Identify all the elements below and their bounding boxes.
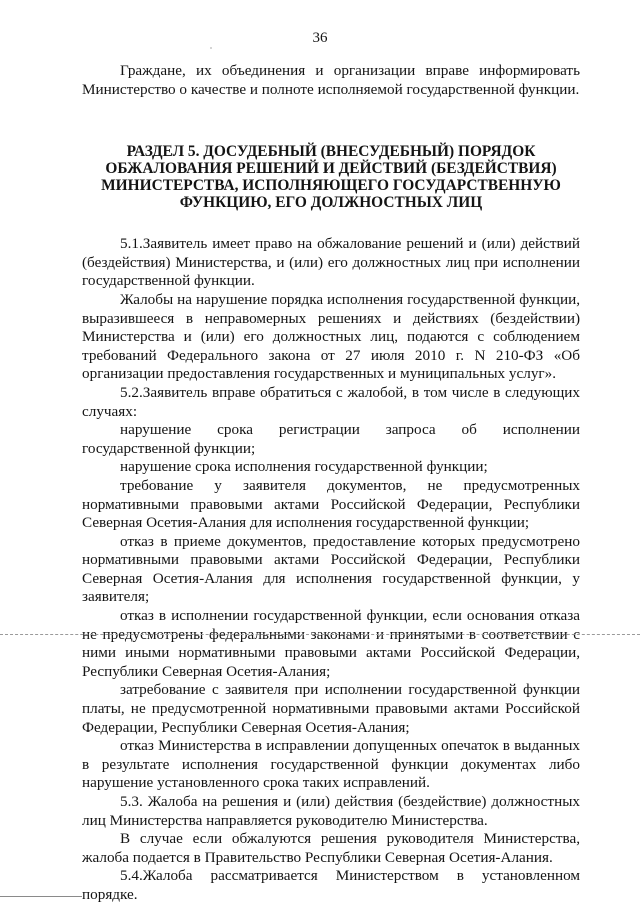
- scan-fold-line: [0, 634, 640, 635]
- footer-rule: [0, 896, 82, 897]
- document-body: [82, 62, 580, 905]
- case-item: отказ в приеме документов, предоставление которых предусмотрено нормативными правовыми актами Российской Федерации, Республики Северная Осетия-Алания для исполнения государственной функции, у заявителя;: [82, 532, 580, 606]
- paragraph-complaints: Жалобы на нарушение порядка исполнения государственной функции, выразившееся в неправомерных решениях и действиях (бездействии) Министерства и (или) его должностных лиц, подаются с соблюдением требований Федерального закона от 27 июля 2010 г. N 210-ФЗ «Об организации предоставления государственных и муниципальных услуг».: [82, 290, 580, 383]
- section-heading: РАЗДЕЛ 5. ДОСУДЕБНЫЙ (ВНЕСУДЕБНЫЙ) ПОРЯДОК ОБЖАЛОВАНИЯ РЕШЕНИЙ И ДЕЙСТВИЙ (БЕЗДЕЙСТВИЯ) МИНИСТЕРСТВА, ИСПОЛНЯЮЩЕГО ГОСУДАРСТВЕННУЮ ФУНКЦИЮ, ЕГО ДОЛЖНОСТНЫХ ЛИЦ: [101, 143, 561, 212]
- case-item: затребование с заявителя при исполнении государственной функции платы, не предусмотренной нормативными правовыми актами Российской Федерации, Республики Северная Осетия-Алания;: [82, 681, 580, 736]
- case-item: отказ Министерства в исправлении допущенных опечаток в выданных в результате исполнения государственной функции документах либо нарушение установленного срока таких исправлений.: [82, 737, 580, 792]
- case-item: требование у заявителя документов, не предусмотренных нормативными правовыми актами Российской Федерации, Республики Северная Осетия-Алания для исполнения государственной функции;: [82, 476, 580, 532]
- paragraph-5-3: 5.3. Жалоба на решения и (или) действия (бездействие) должностных лиц Министерства направляется руководителю Министерства.: [82, 793, 580, 829]
- paragraph-5-2: 5.2.Заявитель вправе обратиться с жалобой, в том числе в следующих случаях:: [82, 383, 580, 420]
- scan-speck: [210, 47, 212, 49]
- paragraph-5-1: 5.1.Заявитель имеет право на обжалование решений и (или) действий (бездействия) Министерства, и (или) его должностных лиц при исполнении государственной функции.: [82, 235, 580, 290]
- case-item: нарушение срока исполнения государственной функции;: [120, 458, 488, 476]
- paragraph-head-appeal: В случае если обжалуются решения руководителя Министерства, жалоба подается в Правительство Республики Северная Осетия-Алания.: [82, 830, 580, 866]
- case-item: нарушение срока регистрации запроса об исполнении государственной функции;: [82, 421, 580, 457]
- paragraph-5-4: 5.4.Жалоба рассматривается Министерством в установленном порядке.: [82, 867, 580, 903]
- page-number: 36: [312, 30, 328, 46]
- case-item: отказ в исполнении государственной функции, если основания отказа не предусмотрены федеральными законами и принятыми в соответствии с ними иными нормативными правовыми актами Российской Федерации, Республики Северная Осетия-Алания;: [82, 607, 580, 680]
- intro-paragraph: Граждане, их объединения и организации вправе информировать Министерство о качестве и полноте исполняемой государственной функции.: [82, 62, 580, 98]
